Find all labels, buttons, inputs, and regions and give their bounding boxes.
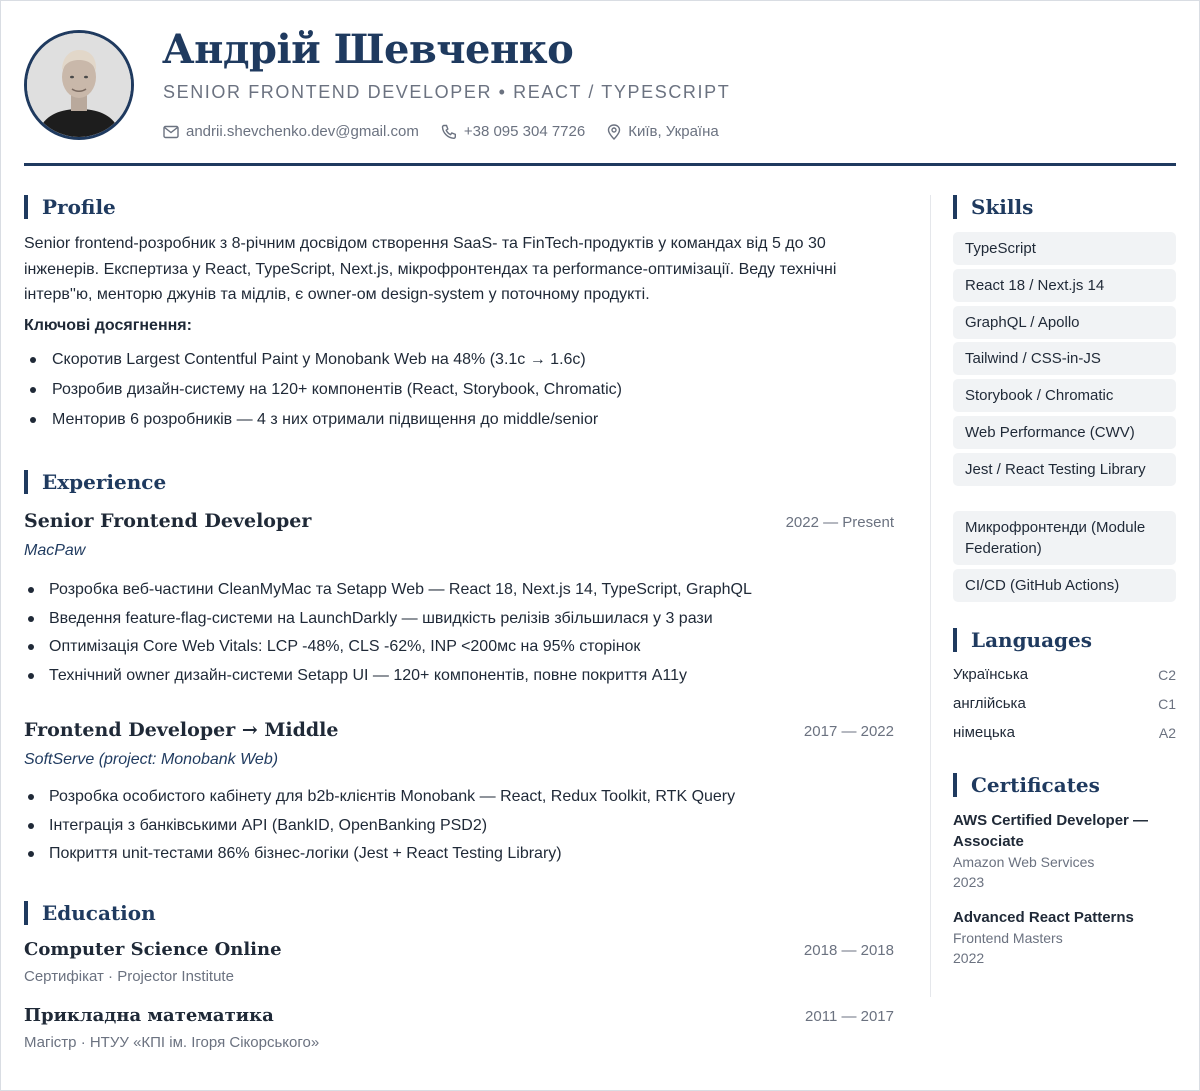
avatar: [24, 30, 134, 140]
section-title-certificates: Certificates: [953, 773, 1100, 797]
skill-chip: TypeScript: [953, 232, 1176, 265]
achievements-label: Ключові досягнення:: [24, 317, 192, 334]
list-item: Розробив дизайн-систему на 120+ компонентів (React, Storybook, Chromatic): [24, 375, 622, 405]
language-row: [953, 723, 1176, 743]
list-item: Розробка веб-частини CleanMyMac та Setapp Web — React 18, Next.js 14, TypeScript, GraphQL: [24, 576, 752, 605]
certificate-issuer: Frontend Masters: [953, 930, 1063, 946]
skill-chip: Tailwind / CSS-in-JS: [953, 342, 1176, 375]
job-headline: SENIOR FRONTEND DEVELOPER • REACT / TYPESCRIPT: [163, 82, 731, 102]
language-level: A2: [1158, 725, 1176, 741]
education-detail: Сертифікат · Projector Institute: [24, 968, 234, 985]
language-name: Українська: [953, 666, 1029, 683]
list-item: Покриття unit-тестами 86% бізнес-логіки (Jest + React Testing Library): [24, 840, 735, 869]
skill-chip: React 18 / Next.js 14: [953, 269, 1176, 302]
job-role: Senior Frontend Developer: [24, 510, 312, 532]
skill-chip: Jest / React Testing Library: [953, 453, 1176, 486]
section-title-experience: Experience: [24, 470, 166, 494]
certificate-name: AWS Certified Developer — Associate: [953, 812, 1149, 850]
job-bullets: [24, 783, 735, 869]
job-dates: 2022 — Present: [785, 514, 894, 531]
education-degree: Computer Science Online: [24, 939, 282, 960]
person-name: Андрій Шевченко: [162, 26, 574, 73]
location-text: Київ, Україна: [628, 123, 719, 140]
language-level: C2: [1158, 667, 1176, 683]
job-role: Frontend Developer → Middle: [24, 719, 339, 741]
skill-chip: Web Performance (CWV): [953, 416, 1176, 449]
job-company: SoftServe (project: Monobank Web): [24, 751, 279, 768]
list-item: Розробка особистого кабінету для b2b-клієнтів Monobank — React, Redux Toolkit, RTK Query: [24, 783, 735, 812]
list-item: Інтеграція з банківськими API (BankID, OpenBanking PSD2): [24, 812, 735, 841]
section-title-languages: Languages: [953, 628, 1092, 652]
contact-location: [607, 122, 718, 142]
phone-icon: [441, 124, 457, 140]
column-divider: [930, 195, 931, 997]
mail-icon: [163, 125, 179, 139]
education-degree: Прикладна математика: [24, 1005, 274, 1026]
skill-chip: Микрофронтенди (Module Federation): [953, 511, 1176, 565]
list-item: Оптимізація Core Web Vitals: LCP -48%, CLS -62%, INP <200мс на 95% сторінок: [24, 633, 752, 662]
list-item: Менторив 6 розробників — 4 з них отримали підвищення до middle/senior: [24, 405, 622, 435]
email-text: andrii.shevchenko.dev@gmail.com: [186, 123, 419, 140]
job-bullets: [24, 576, 752, 690]
header-divider: [24, 163, 1176, 166]
certificate-issuer: Amazon Web Services: [953, 854, 1095, 870]
map-pin-icon: [607, 124, 621, 140]
contact-phone[interactable]: [441, 122, 585, 142]
education-detail: Магістр · НТУУ «КПІ ім. Ігоря Сікорського»: [24, 1034, 320, 1051]
skill-chip: GraphQL / Apollo: [953, 306, 1176, 339]
skill-chip: CI/CD (GitHub Actions): [953, 569, 1176, 602]
job-dates: 2017 — 2022: [803, 723, 894, 740]
section-title-skills: Skills: [953, 195, 1033, 219]
list-item: Введення feature-flag-системи на LaunchDarkly — швидкість релізів збільшилася у 3 рази: [24, 605, 752, 634]
skill-chip: Storybook / Chromatic: [953, 379, 1176, 412]
job-company: MacPaw: [24, 542, 86, 559]
contact-email[interactable]: [163, 122, 419, 142]
contact-bar: [163, 122, 719, 142]
certificate-year: 2022: [953, 950, 985, 966]
section-title-education: Education: [24, 901, 156, 925]
profile-summary: Senior frontend-розробник з 8-річним досвідом створення SaaS- та FinTech-продуктів у командах від 5 до 30 інженерів. Експертиза у React, TypeScript, Next.js, мікрофронтендах та performance-оптимізації. Веду технічні інтерв''ю, менторю джунів та мідлів, є owner-ом design-system у поточному продукті.: [24, 235, 837, 303]
education-dates: 2011 — 2017: [805, 1008, 894, 1025]
phone-text: +38 095 304 7726: [463, 123, 586, 140]
list-item: Технічний owner дизайн-системи Setapp UI — 120+ компонентів, повне покриття A11y: [24, 662, 752, 691]
resume-header: [24, 28, 1176, 166]
education-dates: 2018 — 2018: [803, 942, 894, 959]
certificate-name: Advanced React Patterns: [953, 909, 1134, 926]
language-row: [953, 665, 1176, 685]
language-row: [953, 694, 1176, 714]
language-name: англійська: [953, 695, 1026, 712]
language-name: німецька: [953, 724, 1015, 741]
certificate-year: 2023: [953, 874, 985, 890]
list-item: Скоротив Largest Contentful Paint у Monobank Web на 48% (3.1с → 1.6с): [24, 345, 622, 375]
achievements-list: [24, 345, 622, 435]
language-level: C1: [1158, 696, 1176, 712]
section-title-profile: Profile: [24, 195, 116, 219]
